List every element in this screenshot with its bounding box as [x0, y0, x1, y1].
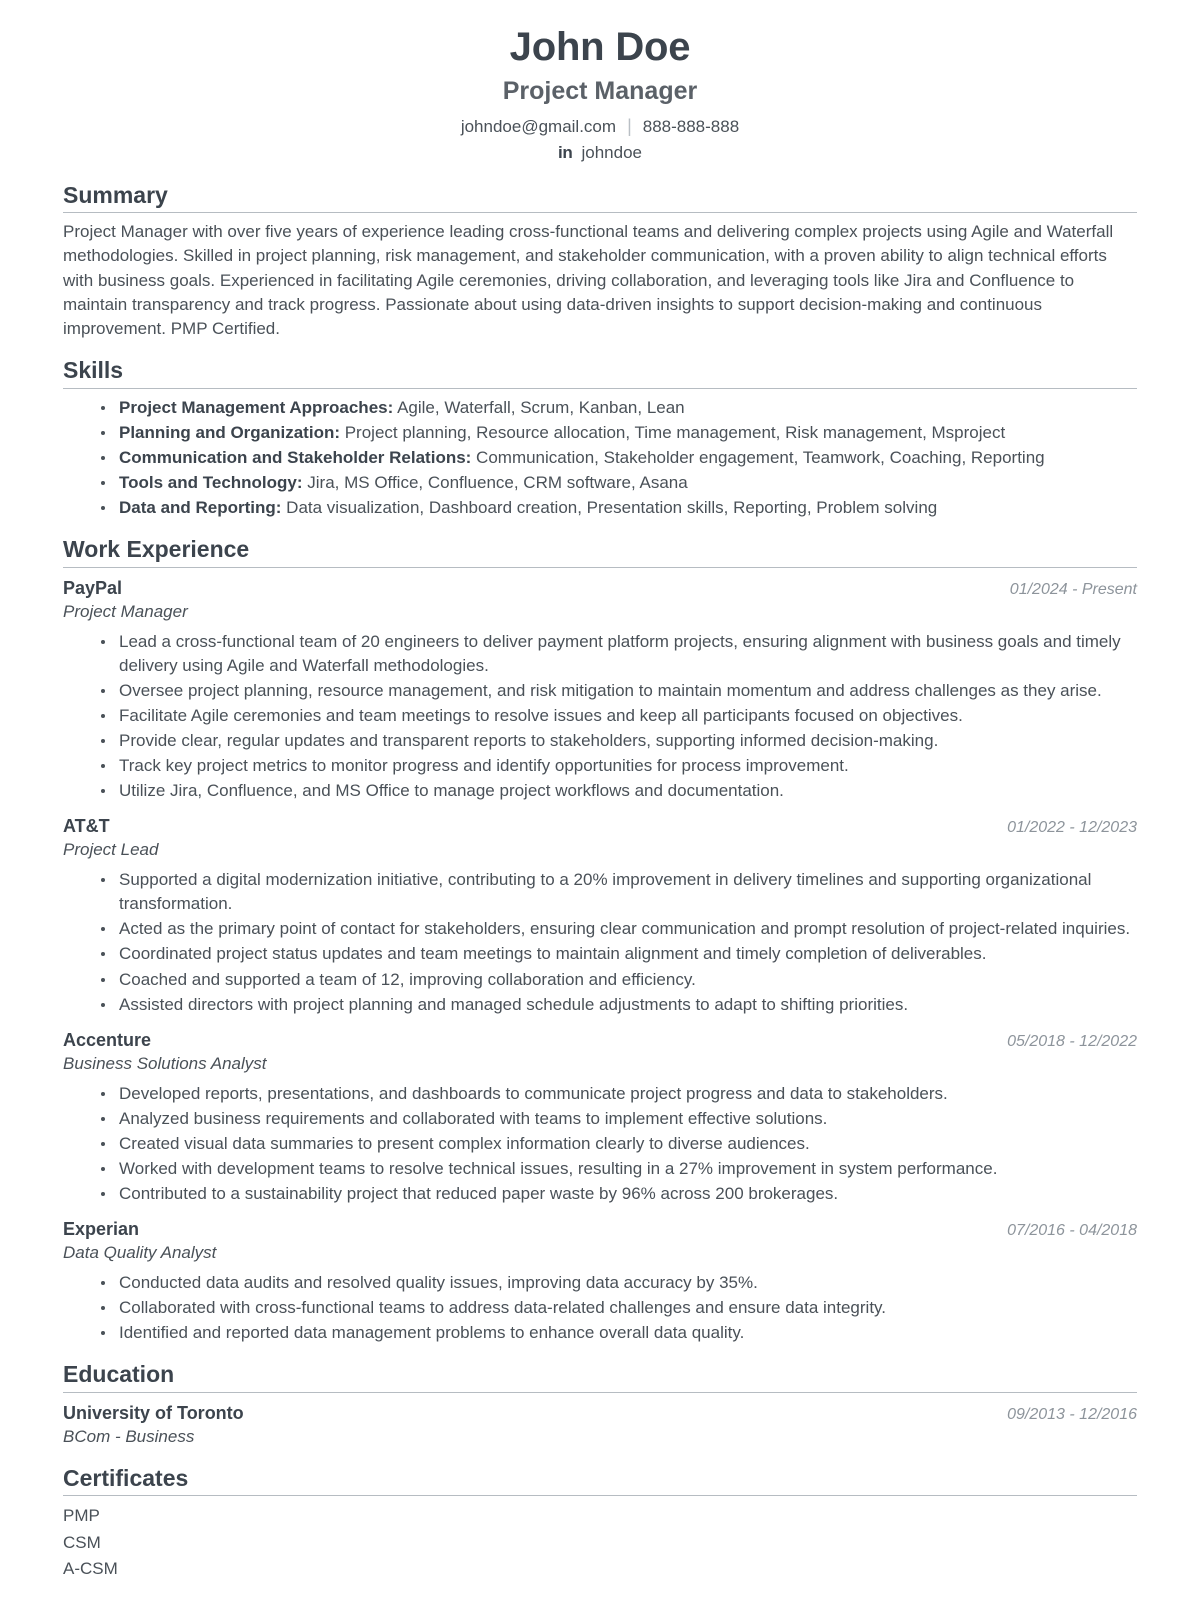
- entry-bullet-list: [63, 1082, 1137, 1207]
- entry-bullet-list: [63, 1271, 1137, 1345]
- organization-name: Accenture: [63, 1029, 152, 1050]
- section-title-summary: Summary: [63, 181, 168, 208]
- entry-bullet: Acted as the primary point of contact for stakeholders, ensuring clear communication and prompt resolution of project-related inquiries.: [101, 917, 1137, 941]
- entry-bullet: Created visual data summaries to present complex information clearly to diverse audiences.: [101, 1132, 1137, 1156]
- skill-values: Communication, Stakeholder engagement, Teamwork, Coaching, Reporting: [471, 447, 1045, 467]
- experience-entry: [63, 815, 1137, 1016]
- entry-bullet: Analyzed business requirements and collaborated with teams to implement effective solutions.: [101, 1107, 1137, 1131]
- resume-header: [63, 16, 1137, 166]
- organization-name: AT&T: [63, 816, 110, 837]
- social-line: [63, 141, 1137, 166]
- section-title-education: Education: [63, 1361, 175, 1388]
- entry-bullet: Oversee project planning, resource management, and risk mitigation to maintain momentum and address challenges as they arise.: [101, 679, 1137, 703]
- entry-header: [63, 1402, 1137, 1426]
- email-text[interactable]: johndoe@gmail.com: [460, 116, 617, 136]
- section-summary: [63, 182, 1137, 341]
- organization-name: Experian: [63, 1219, 140, 1240]
- entry-bullet: Identified and reported data management problems to enhance overall data quality.: [101, 1321, 1137, 1345]
- section-rule: [63, 388, 1137, 389]
- entry-role-title: BCom - Business: [63, 1426, 195, 1446]
- entry-bullet: Utilize Jira, Confluence, and MS Office to manage project workflows and documentation.: [101, 779, 1137, 803]
- contact-line: [63, 114, 1137, 140]
- section-skills: [63, 357, 1137, 520]
- section-education: [63, 1361, 1137, 1448]
- skill-category: Communication and Stakeholder Relations:: [119, 447, 472, 467]
- entry-date-range: 01/2024 - Present: [1009, 580, 1137, 598]
- entry-bullet: Coordinated project status updates and team meetings to maintain alignment and timely completion of deliverables.: [101, 942, 1137, 966]
- skills-list: [63, 396, 1137, 521]
- entry-header: [63, 815, 1137, 839]
- skill-item: [101, 396, 1137, 420]
- certificates-list: [63, 1503, 1137, 1582]
- candidate-headline: Project Manager: [502, 77, 698, 105]
- section-rule: [63, 567, 1137, 568]
- certificate-item: A-CSM: [63, 1558, 118, 1578]
- entry-bullet-list: [63, 630, 1137, 804]
- phone-text[interactable]: 888-888-888: [642, 116, 740, 136]
- entry-bullet: Assisted directors with project planning and managed schedule adjustments to adapt to shifting priorities.: [101, 993, 1137, 1017]
- section-certificates: [63, 1465, 1137, 1583]
- summary-text: Project Manager with over five years of experience leading cross-functional teams and delivering complex projects using Agile and Waterfall methodologies. Skilled in project planning, risk management, and stakeholder communication, with a proven ability to align technical efforts with business goals. Experienced in facilitating Agile ceremonies, driving collaboration, and leveraging tools like Jira and Confluence to maintain transparency and track progress. Passionate about using data-driven insights to support decision-making and continuous improvement. PMP Certified.: [63, 222, 1114, 338]
- entry-bullet: Conducted data audits and resolved quality issues, improving data accuracy by 35%.: [101, 1271, 1137, 1295]
- entry-role-title: Project Manager: [63, 601, 188, 621]
- skill-category: Planning and Organization:: [119, 422, 340, 442]
- entry-role-title: Project Lead: [63, 840, 159, 860]
- section-rule: [63, 212, 1137, 213]
- entry-bullet: Facilitate Agile ceremonies and team meetings to resolve issues and keep all participants focused on objectives.: [101, 704, 1137, 728]
- skill-category: Data and Reporting:: [119, 498, 282, 518]
- skill-values: Agile, Waterfall, Scrum, Kanban, Lean: [393, 397, 685, 417]
- section-rule: [63, 1495, 1137, 1496]
- entry-bullet: Lead a cross-functional team of 20 engineers to deliver payment platform projects, ensuring alignment with business goals and timely delivery using Agile and Waterfall methodologies.: [101, 630, 1137, 678]
- candidate-name: John Doe: [509, 25, 691, 69]
- entry-bullet: Developed reports, presentations, and dashboards to communicate project progress and data to stakeholders.: [101, 1082, 1137, 1106]
- skill-values: Jira, MS Office, Confluence, CRM software, Asana: [302, 472, 688, 492]
- entry-bullet: Worked with development teams to resolve technical issues, resulting in a 27% improvement in system performance.: [101, 1157, 1137, 1181]
- entry-date-range: 01/2022 - 12/2023: [1007, 819, 1137, 837]
- entry-bullet-list: [63, 868, 1137, 1017]
- section-title-skills: Skills: [63, 356, 124, 383]
- certificate-item: CSM: [63, 1532, 101, 1552]
- education-entries: [63, 1402, 1137, 1449]
- entry-bullet: Provide clear, regular updates and transparent reports to stakeholders, supporting informed decision-making.: [101, 729, 1137, 753]
- entry-header: [63, 1029, 1137, 1053]
- skill-item: [101, 421, 1137, 445]
- linkedin-handle[interactable]: johndoe: [581, 143, 643, 163]
- skill-values: Data visualization, Dashboard creation, Presentation skills, Reporting, Problem solving: [281, 498, 938, 518]
- section-title-certificates: Certificates: [63, 1464, 189, 1491]
- experience-entry: [63, 1218, 1137, 1345]
- contact-separator: |: [627, 116, 632, 136]
- organization-name: University of Toronto: [63, 1402, 244, 1423]
- certificate-item: PMP: [63, 1506, 100, 1526]
- skill-item: [101, 446, 1137, 470]
- section-work-experience: [63, 536, 1137, 1345]
- experience-entry: [63, 577, 1137, 804]
- skill-item: [101, 496, 1137, 520]
- entry-role-title: Business Solutions Analyst: [63, 1053, 267, 1073]
- entry-bullet: Contributed to a sustainability project that reduced paper waste by 96% across 200 brokerages.: [101, 1182, 1137, 1206]
- entry-bullet: Coached and supported a team of 12, improving collaboration and efficiency.: [101, 968, 1137, 992]
- entry-bullet: Collaborated with cross-functional teams to address data-related challenges and ensure data integrity.: [101, 1296, 1137, 1320]
- skill-item: [101, 471, 1137, 495]
- entry-date-range: 09/2013 - 12/2016: [1007, 1405, 1137, 1423]
- skill-values: Project planning, Resource allocation, Time management, Risk management, Msproject: [340, 422, 1006, 442]
- organization-name: PayPal: [63, 577, 123, 598]
- work-experience-entries: [63, 577, 1137, 1346]
- skill-category: Tools and Technology:: [119, 472, 303, 492]
- entry-header: [63, 1218, 1137, 1242]
- linkedin-icon: in: [557, 143, 573, 163]
- entry-bullet: Track key project metrics to monitor progress and identify opportunities for process improvement.: [101, 754, 1137, 778]
- entry-date-range: 07/2016 - 04/2018: [1007, 1222, 1137, 1240]
- entry-role-title: Data Quality Analyst: [63, 1243, 217, 1263]
- section-title-work-experience: Work Experience: [63, 536, 250, 563]
- entry-date-range: 05/2018 - 12/2022: [1007, 1032, 1137, 1050]
- skill-category: Project Management Approaches:: [119, 397, 394, 417]
- section-rule: [63, 1392, 1137, 1393]
- entry-header: [63, 577, 1137, 601]
- experience-entry: [63, 1029, 1137, 1206]
- entry-bullet: Supported a digital modernization initiative, contributing to a 20% improvement in delivery timelines and supporting organizational transformation.: [101, 868, 1137, 916]
- experience-entry: [63, 1402, 1137, 1449]
